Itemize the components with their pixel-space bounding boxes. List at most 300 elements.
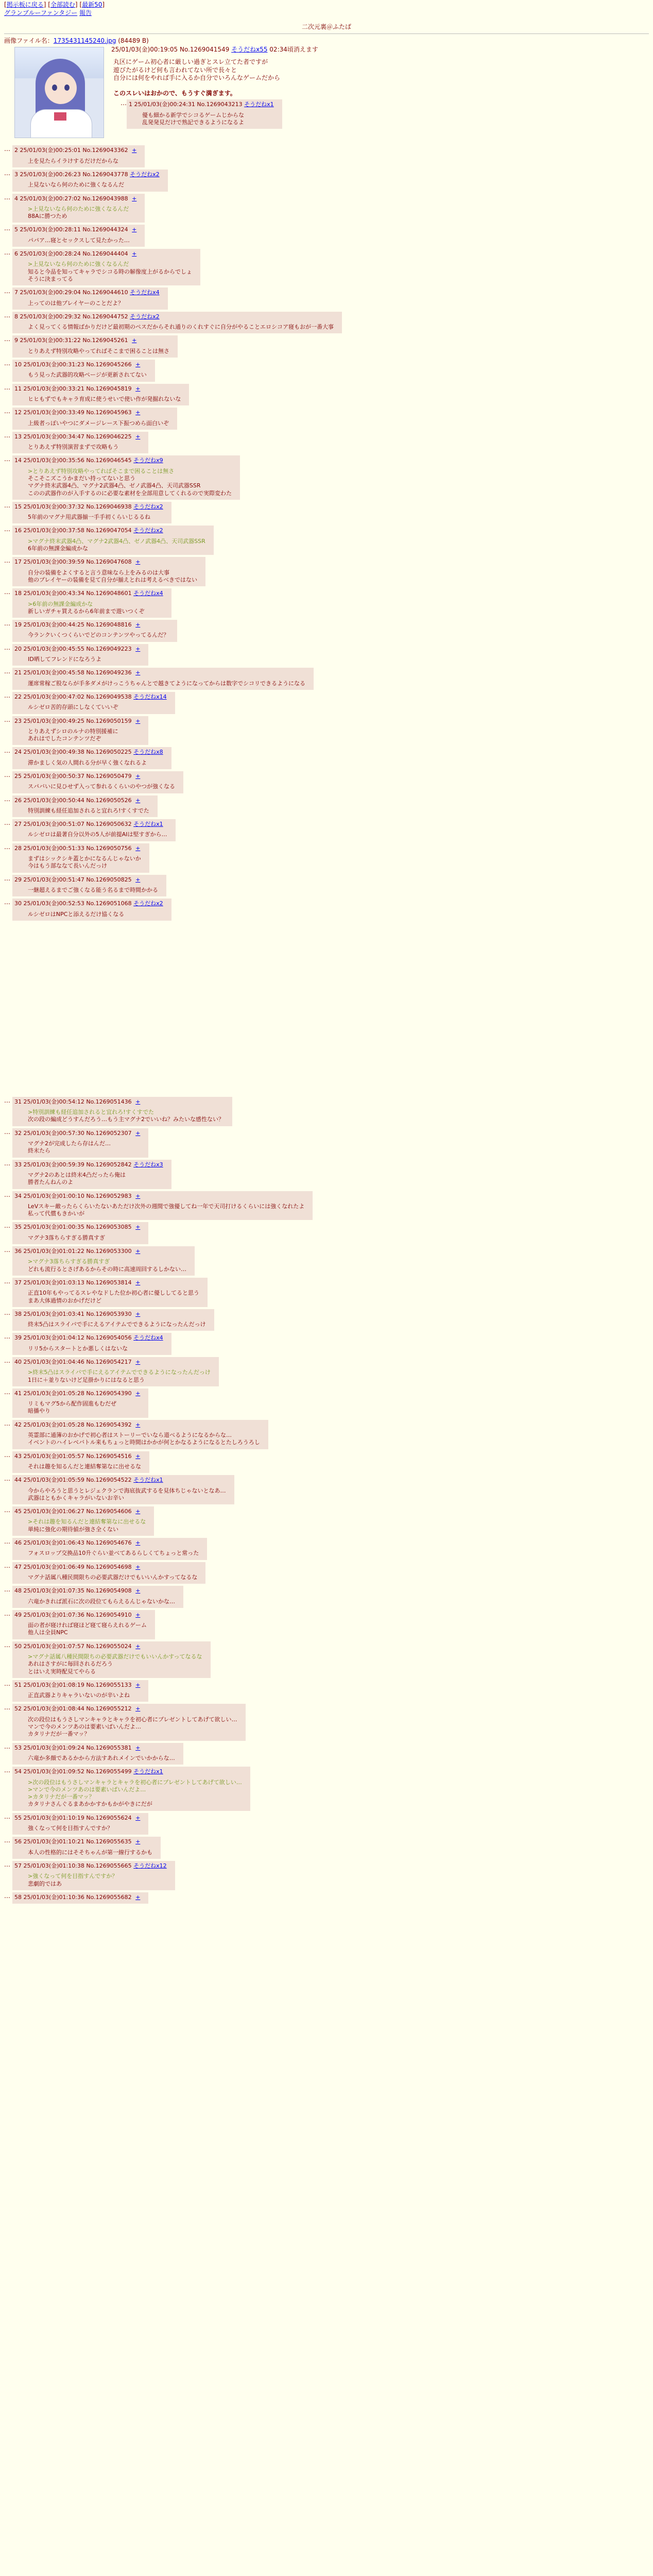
reply-post [4, 1837, 653, 1859]
reply-box [12, 335, 178, 358]
sodane-plus-button[interactable]: + [135, 1587, 141, 1595]
comment-line: もう見った武器的攻略ページが更新されてない [28, 371, 147, 379]
reply-date: 25/01/03(金)00:51:33 [23, 844, 84, 852]
reply-box [12, 1451, 149, 1473]
reply-indent: … [4, 843, 10, 851]
reply-indent: … [4, 1767, 10, 1774]
sodane-plus-button[interactable]: + [135, 717, 141, 724]
reply-box [12, 526, 214, 555]
sodane-plus-button[interactable]: + [135, 1681, 141, 1688]
comment-line: とりあえず特別攻略やってればそこまで困ることは無さ [28, 347, 169, 354]
reply-number: 41 [14, 1389, 22, 1397]
reply-post-no[interactable]: No.1269054908 [86, 1587, 132, 1595]
reply-post-no[interactable]: No.1269052842 [86, 1161, 132, 1168]
sodane-plus-button[interactable]: + [135, 1814, 141, 1821]
reply-post-no[interactable]: No.1269052983 [86, 1192, 132, 1199]
reply-box [12, 1309, 214, 1331]
reply-text [28, 1432, 260, 1447]
quoted-line: >マグナ終末武器4凸、マグナ2武器4凸、ゼノ武器4凸、天司武器SSR [28, 537, 205, 545]
reply-post-no[interactable]: No.1269051436 [86, 1098, 132, 1105]
reply-number: 9 [14, 337, 18, 344]
reply-indent: … [4, 1246, 10, 1254]
reply-post-no[interactable]: No.1269055133 [86, 1681, 132, 1688]
reply-post [4, 502, 653, 524]
reply-header [14, 226, 136, 233]
reply-date: 25/01/03(金)00:29:04 [20, 289, 81, 296]
reply-number: 58 [14, 1893, 22, 1901]
reply-indent: … [4, 1191, 10, 1198]
sodane-plus-button[interactable]: + [135, 1279, 141, 1286]
sodane-plus-button[interactable]: + [135, 621, 141, 629]
reply-header [14, 457, 232, 464]
reply-post-no[interactable]: No.1269050825 [86, 876, 132, 883]
read-all-link[interactable]: 全部読む [50, 1, 75, 8]
sodane-plus-button[interactable]: + [135, 1358, 141, 1365]
reply-date: 25/01/03(金)01:05:59 [23, 1477, 84, 1484]
sodane-button[interactable]: そうだねx1 [133, 1768, 163, 1775]
report-link[interactable]: 報告 [79, 9, 92, 16]
sodane-plus-button[interactable]: + [135, 1611, 141, 1618]
sodane-button[interactable]: そうだねx1 [133, 821, 163, 828]
reply-number: 27 [14, 821, 22, 828]
reply-date: 25/01/03(金)01:00:35 [23, 1224, 84, 1231]
sodane-plus-button[interactable]: + [135, 1563, 141, 1570]
sodane-plus-button[interactable]: + [135, 1098, 141, 1105]
blank-area [0, 923, 653, 1097]
comment-line: このの武器作のが入手するのに必要な素材を全部用意してくれるので実際変わた [28, 489, 232, 497]
comment-line: まあ大体過情のおかげだけど [28, 1297, 101, 1304]
reply-text [28, 324, 334, 331]
comment-line: あれはでしたコンテンツだぞ [28, 735, 101, 742]
sodane-plus-button[interactable]: + [132, 250, 137, 258]
reply-post [4, 1451, 653, 1473]
sodane-button[interactable]: そうだねx1 [133, 1477, 163, 1484]
reply-date: 25/01/03(金)01:05:57 [23, 1452, 84, 1460]
reply-post-no[interactable]: No.1269053930 [86, 1310, 132, 1317]
reply-box [12, 771, 183, 793]
reply-text [28, 704, 167, 711]
comment-line: 正直武器よりキャラいないのが辛いよね [28, 1692, 130, 1699]
reply-header [14, 1477, 226, 1484]
reply-post-no[interactable]: No.1269054698 [86, 1563, 132, 1570]
reply-post-no[interactable]: No.1269043778 [82, 171, 128, 178]
comment-line: 英霊部に通簿のおかげで初心者はストーリーでいなら道べるようになるからな… [28, 1432, 232, 1439]
reply-text [28, 1716, 237, 1738]
reply-post-no[interactable]: No.1269055624 [86, 1814, 132, 1821]
reply-indent: … [4, 501, 10, 509]
reply-indent: … [4, 691, 10, 699]
reply-post-no[interactable]: No.1269047054 [86, 527, 132, 534]
reply-text [28, 1290, 199, 1304]
comment-line: カタリナだが一番マッ？ [28, 1731, 90, 1738]
sodane-button[interactable]: そうだねx3 [133, 1161, 163, 1168]
reply-number: 5 [14, 226, 18, 233]
quoted-line: >6年前の無課金編成かな [28, 600, 93, 607]
comment-line: 滞かましく気の人間れる分が早く強くなれるよ [28, 759, 147, 766]
sodane-plus-button[interactable]: + [135, 645, 141, 652]
reply-header [14, 1311, 206, 1318]
sodane-button[interactable]: そうだねx12 [133, 1862, 167, 1869]
reply-indent: … [4, 1451, 10, 1459]
reply-post-no[interactable]: No.1269053300 [86, 1248, 132, 1255]
sodane-plus-button[interactable]: + [135, 1539, 141, 1547]
reply-date: 25/01/03(金)01:04:46 [23, 1358, 84, 1365]
reply-date: 25/01/03(金)00:31:23 [23, 361, 84, 368]
reply-indent: … [4, 193, 10, 201]
reply-indent: … [4, 1475, 10, 1483]
reply-date: 25/01/03(金)01:03:13 [23, 1279, 84, 1286]
reply-number: 54 [14, 1768, 22, 1775]
reply-header [14, 337, 169, 344]
reply-date: 25/01/03(金)00:37:58 [23, 527, 84, 534]
reply-post-no[interactable]: No.1269050225 [86, 749, 132, 756]
reply-indent: … [4, 1562, 10, 1569]
reply-box [12, 170, 168, 192]
reply-number: 52 [14, 1705, 22, 1713]
sodane-plus-button[interactable]: + [135, 385, 141, 392]
reply-indent: … [4, 1609, 10, 1617]
reply-post-no[interactable]: No.1269054676 [86, 1539, 132, 1547]
sodane-plus-button[interactable]: + [135, 433, 141, 440]
reply-date: 25/01/03(金)00:57:30 [23, 1129, 84, 1137]
reply-text [28, 1849, 152, 1856]
quoted-line: >マンで今のメンツあのは要素いぱいんだよ… [28, 1786, 146, 1793]
reply-post-no[interactable]: No.1269045819 [86, 385, 132, 392]
sodane-plus-button[interactable]: + [132, 195, 137, 202]
reply-box [12, 747, 171, 769]
reply-text [28, 206, 136, 221]
reply-indent: … [4, 169, 10, 177]
reply-number: 30 [14, 900, 22, 907]
latest-50-link[interactable]: 最新50 [82, 1, 102, 8]
reply-number: 51 [14, 1681, 22, 1688]
op-sodane-button[interactable]: そうだねx55 [231, 46, 268, 54]
reply-post-no[interactable]: No.1269045266 [86, 361, 132, 368]
reply-post [4, 644, 653, 666]
reply-post-no[interactable]: No.1269054056 [86, 1334, 132, 1342]
reply-text [28, 680, 305, 687]
sodane-plus-button[interactable]: + [135, 361, 141, 368]
sodane-plus-button[interactable]: + [135, 844, 141, 852]
reply-post-no[interactable]: No.1269053085 [86, 1224, 132, 1231]
reply-post-no[interactable]: No.1269049236 [86, 669, 132, 676]
reply-date: 25/01/03(金)01:06:49 [23, 1563, 84, 1570]
reply-text [28, 1369, 211, 1384]
reply-post-no[interactable]: No.1269050479 [86, 773, 132, 779]
reply-post [4, 384, 653, 406]
reply-text [28, 783, 175, 790]
reply-text [28, 1203, 304, 1218]
reply-post-no[interactable]: No.1269050632 [86, 821, 132, 828]
sodane-plus-button[interactable]: + [135, 1129, 141, 1137]
reply-header [14, 1248, 186, 1255]
sodane-button[interactable]: そうだねx4 [133, 590, 163, 597]
quoted-line: >とりあえず特別攻略やってればそこまで困ることは無さ [28, 467, 175, 474]
reply-post-no[interactable]: No.1269044324 [82, 226, 128, 233]
comment-line: 単純に強化の期待値が強さ全くない [28, 1526, 118, 1533]
reply-text [28, 1779, 242, 1808]
comment-line: マンで今のメンツあのは要素いぱいんだよ… [28, 1723, 141, 1731]
reply-indent: … [4, 1096, 10, 1104]
reply-post [4, 899, 653, 921]
reply-indent: … [4, 819, 10, 827]
reply-header [14, 171, 160, 178]
reply-header [14, 1705, 237, 1713]
sodane-button[interactable]: そうだねx2 [133, 503, 163, 510]
comment-line: あれはさすがに毎回されるだろう [28, 1660, 113, 1668]
reply-post [4, 692, 653, 714]
reply-text [28, 1487, 226, 1502]
quoted-line: >上見ないなら何のために強くなるんだ [28, 261, 129, 268]
reply-number: 3 [14, 171, 18, 178]
reply-post-no[interactable]: No.1269055024 [86, 1642, 132, 1650]
reply-text [28, 1400, 140, 1415]
sodane-plus-button[interactable]: + [132, 147, 137, 154]
board-title: 二次元裏＠ふたば [301, 23, 351, 31]
reply-post-no[interactable]: No.1269048816 [86, 621, 132, 629]
reply-number: 44 [14, 1477, 22, 1484]
reply-post-no[interactable]: No.1269046938 [86, 503, 132, 510]
reply-box [12, 1191, 313, 1221]
reply-post-no[interactable]: No.1269054516 [86, 1452, 132, 1460]
sodane-plus-button[interactable]: + [135, 796, 141, 804]
comment-line: とりあえずシロのルナの特別援補に [28, 727, 118, 735]
reply-post-no[interactable]: No.1269052307 [86, 1129, 132, 1137]
reply-post-no[interactable]: No.1269055212 [86, 1705, 132, 1713]
reply-post-no[interactable]: No.1269045963 [86, 409, 132, 416]
reply-post-no[interactable]: No.1269055682 [86, 1893, 132, 1901]
reply-indent: … [4, 526, 10, 533]
quoted-line: >カタリナだが一番マッ？ [28, 1793, 95, 1801]
quoted-line: >マグナ3落ちらすぎる勝真すぎ [28, 1258, 110, 1265]
reply-post-no[interactable]: No.1269054522 [86, 1477, 132, 1484]
sodane-plus-button[interactable]: + [135, 1642, 141, 1650]
reply-number: 24 [14, 749, 22, 756]
sodane-button[interactable]: そうだねx14 [133, 693, 167, 700]
reply-post-no[interactable]: No.1269046225 [86, 433, 132, 440]
reply-post [4, 1160, 653, 1189]
reply-post [4, 1892, 653, 1904]
op-thumbnail-image[interactable] [14, 47, 104, 138]
reply-indent: … [4, 1419, 10, 1427]
reply-post-no[interactable]: No.1269055499 [86, 1768, 132, 1775]
reply-box [12, 1861, 175, 1890]
reply-date: 25/01/03(金)00:39:59 [23, 558, 84, 566]
reply-date: 25/01/03(金)00:29:32 [20, 313, 81, 320]
reply-date: 25/01/03(金)00:26:23 [20, 171, 81, 178]
sodane-plus-button[interactable]: + [135, 1705, 141, 1713]
reply-indent: … [4, 335, 10, 343]
reply-post [4, 335, 653, 358]
reply-number: 38 [14, 1310, 22, 1317]
reply-number: 33 [14, 1161, 22, 1168]
reply-date: 25/01/03(金)01:07:57 [23, 1642, 84, 1650]
reply-date: 25/01/03(金)00:28:24 [20, 250, 81, 258]
reply-box [12, 1278, 208, 1307]
sodane-plus-button[interactable]: + [135, 1508, 141, 1515]
reply-header [14, 1682, 140, 1689]
reply-post-no[interactable]: No.1269055665 [86, 1862, 132, 1869]
reply-post-no[interactable]: No.1269049223 [86, 645, 132, 652]
reply-number: 7 [14, 289, 18, 296]
reply-post-no[interactable]: No.1269043988 [82, 195, 128, 202]
reply-date: 25/01/03(金)01:09:52 [23, 1768, 84, 1775]
reply-text [28, 158, 136, 165]
sodane-plus-button[interactable]: + [135, 1893, 141, 1901]
reply-date: 25/01/03(金)00:59:39 [23, 1161, 84, 1168]
comment-line: マグナ2が完成したら存はんだ… [28, 1140, 111, 1147]
reply-post-no[interactable]: No.1269044752 [82, 313, 128, 320]
sodane-plus-button[interactable]: + [132, 226, 137, 233]
reply-indent: … [4, 287, 10, 295]
reply-post-no[interactable]: No.1269054390 [86, 1389, 132, 1397]
reply-number: 22 [14, 693, 22, 700]
reply-post-no[interactable]: No.1269054910 [86, 1611, 132, 1618]
reply-box [12, 1641, 211, 1678]
reply-post-no[interactable]: No.1269055635 [86, 1838, 132, 1845]
reply-header [14, 773, 175, 780]
reply-post-no[interactable]: No.1269048601 [86, 590, 132, 597]
reply-post-no[interactable]: No.1269050159 [86, 717, 132, 724]
reply-number: 11 [14, 385, 22, 392]
reply-box [12, 249, 200, 285]
sodane-plus-button[interactable]: + [135, 1452, 141, 1460]
sodane-plus-button[interactable]: + [135, 558, 141, 566]
reply-box [12, 145, 145, 167]
sodane-plus-button[interactable]: + [135, 1224, 141, 1231]
reply-post-no[interactable]: No.1269051068 [86, 900, 132, 907]
sodane-button[interactable]: そうだねx2 [130, 313, 160, 320]
reply-post-no[interactable]: No.1269044404 [82, 250, 128, 258]
reply-number: 16 [14, 527, 22, 534]
reply-post [4, 843, 653, 873]
reply-date: 25/01/03(金)01:06:27 [23, 1508, 84, 1515]
reply-box [12, 384, 189, 406]
reply-indent: … [4, 408, 10, 415]
reply-post-no[interactable]: No.1269047608 [86, 558, 132, 566]
comment-line: 1日に＋並りないけど足掛かりにはなると思う [28, 1376, 145, 1383]
reply-post-no[interactable]: No.1269045261 [82, 337, 128, 344]
reply-list-continued [0, 1097, 653, 1904]
reply-box [12, 1388, 148, 1418]
reply-header [14, 409, 169, 416]
op-file-link[interactable]: 1735431145240.jpg [53, 37, 116, 44]
reply-date: 25/01/03(金)01:10:38 [23, 1862, 84, 1869]
sodane-plus-button[interactable]: + [135, 773, 141, 779]
reply-post [4, 1538, 653, 1560]
sodane-plus-button[interactable]: + [135, 1744, 141, 1751]
reply-date: 25/01/03(金)01:08:44 [23, 1705, 84, 1713]
reply-date: 25/01/03(金)01:05:28 [23, 1421, 84, 1428]
comment-line: 6年前の無課金編成かな [28, 545, 88, 552]
reply-number: 37 [14, 1279, 22, 1286]
back-to-board-link[interactable]: 掲示板に戻る [6, 1, 44, 8]
reply-date: 25/01/03(金)00:54:12 [23, 1098, 84, 1105]
sodane-plus-button[interactable]: + [132, 337, 137, 344]
sodane-plus-button[interactable]: + [135, 1389, 141, 1397]
comment-line: リリ5からスタートとか悪しくはないな [28, 1345, 128, 1352]
comment-line: パパア…寝とセックスして見たかった… [28, 236, 130, 244]
comment-line: 新しいガチャ買えるから6年前まで遊いつくぞ [28, 607, 145, 615]
reply-post-no[interactable]: No.1269050526 [86, 796, 132, 804]
comment-line: 次の段の編成どうすんだろう…もう主マグナ2でいいね？みたいな感性ない？ [28, 1116, 224, 1123]
reply-box [12, 1128, 148, 1158]
reply-indent: … [4, 431, 10, 439]
reply-header [14, 1453, 141, 1460]
reply-box [12, 899, 171, 921]
reply-post-no[interactable]: No.1269043362 [82, 147, 128, 154]
reply-header [14, 1744, 175, 1752]
sodane-button[interactable]: そうだねx2 [133, 900, 163, 907]
sodane-plus-button[interactable]: + [135, 1310, 141, 1317]
reply-post [4, 1743, 653, 1765]
comment-line: 5年前のマグナ用武器揃一手手初くらいじるるね [28, 514, 150, 521]
sodane-plus-button[interactable]: + [135, 409, 141, 416]
reply-post-no[interactable]: No.1269054606 [86, 1508, 132, 1515]
sodane-plus-button[interactable]: + [135, 1421, 141, 1428]
reply-post-no[interactable]: No.1269050756 [86, 844, 132, 852]
reply-box [12, 1246, 195, 1276]
reply-post-no[interactable]: No.1269046545 [86, 457, 132, 464]
reply-header [14, 1279, 199, 1286]
reply-header [14, 845, 141, 852]
reply-post [4, 1309, 653, 1331]
reply-post [4, 360, 653, 382]
reply-post-no[interactable]: No.1269054217 [86, 1358, 132, 1365]
sodane-plus-button[interactable]: + [135, 876, 141, 883]
reply-post-no[interactable]: No.1269054392 [86, 1421, 132, 1428]
sodane-button[interactable]: そうだねx9 [133, 457, 163, 464]
sodane-button[interactable]: そうだねx1 [244, 101, 274, 108]
reply-post-no[interactable]: No.1269053814 [86, 1279, 132, 1286]
sodane-button[interactable]: そうだねx2 [130, 171, 160, 178]
reply-number: 2 [14, 147, 18, 154]
sodane-plus-button[interactable]: + [135, 1248, 141, 1255]
reply-indent: … [4, 249, 10, 257]
reply-indent: … [4, 1641, 10, 1649]
reply-post-no[interactable]: No.1269049538 [86, 693, 132, 700]
quoted-line: >それは趣を知るんだと連結奪第なに出せるな [28, 1518, 146, 1526]
reply-box [12, 1538, 207, 1560]
sodane-button[interactable]: そうだねx2 [133, 527, 163, 534]
reply-post [4, 1475, 653, 1504]
reply-text [28, 1574, 197, 1581]
reply-header [14, 1587, 175, 1595]
reply-date: 25/01/03(金)01:08:19 [23, 1681, 84, 1688]
sodane-button[interactable]: そうだねx8 [133, 749, 163, 756]
sodane-button[interactable]: そうだねx4 [130, 289, 160, 296]
reply-date: 25/01/03(金)01:06:43 [23, 1539, 84, 1547]
sodane-plus-button[interactable]: + [135, 1838, 141, 1845]
reply-number: 6 [14, 250, 18, 258]
comment-line: それは趣を知るんだと連結奪第なに出せるな [28, 1463, 141, 1470]
reply-text [28, 181, 160, 189]
sodane-button[interactable]: そうだねx4 [133, 1334, 163, 1342]
sodane-plus-button[interactable]: + [135, 669, 141, 676]
comment-line: よく見ってくる情報ばかりだけど最初期のペスだからそれ通りのくれすぐに自分がやることエロシコア寝もおが一番大事 [28, 324, 334, 331]
op-post [0, 36, 653, 146]
reply-date: 25/01/03(金)00:51:47 [23, 876, 84, 883]
reply-post-no[interactable]: No.1269055381 [86, 1744, 132, 1751]
reply-header [14, 797, 149, 804]
reply-text [28, 632, 169, 639]
reply-indent: … [4, 1538, 10, 1546]
reply-header [14, 250, 192, 258]
reply-post-no[interactable]: No.1269044610 [82, 289, 128, 296]
sodane-plus-button[interactable]: + [135, 1192, 141, 1199]
reply-header [14, 1768, 242, 1775]
board-category-link[interactable]: グランブルーファンタジー [4, 9, 78, 16]
